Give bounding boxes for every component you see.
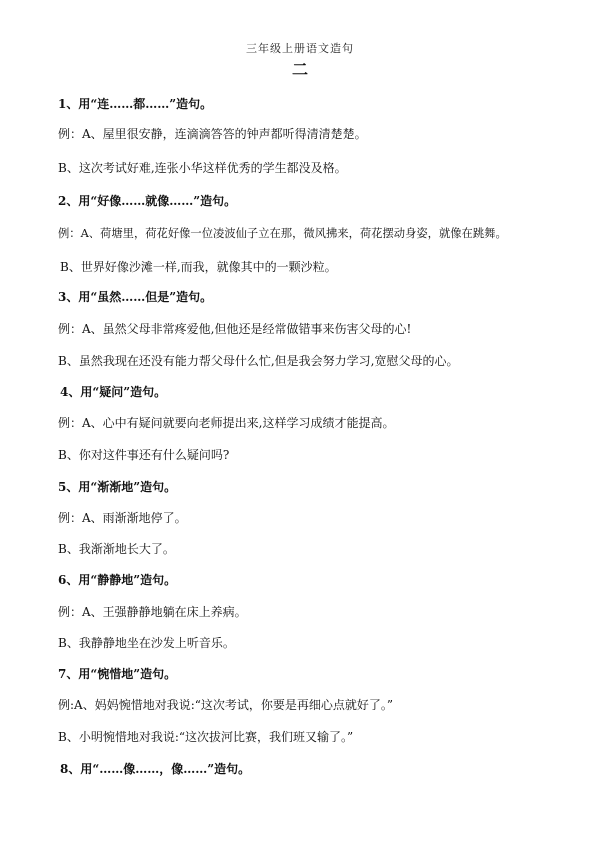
exercise-7-example-b: B、小明惋惜地对我说:“这次拔河比赛，我们班又输了。” — [58, 730, 354, 744]
document-title: 三年级上册语文造句 — [246, 42, 354, 55]
exercise-8-heading: 8、用“……像……，像……”造句。 — [60, 762, 251, 776]
exercise-6-example-a: 例：A、王强静静地躺在床上养病。 — [58, 605, 247, 619]
exercise-1-example-b: B、这次考试好难,连张小华这样优秀的学生都没及格。 — [58, 161, 347, 175]
exercise-3-example-a: 例：A、虽然父母非常疼爱他,但他还是经常做错事来伤害父母的心! — [58, 322, 412, 336]
exercise-6-example-b: B、我静静地坐在沙发上听音乐。 — [58, 636, 235, 650]
exercise-4-heading: 4、用“疑问”造句。 — [60, 385, 167, 399]
exercise-3-heading: 3、用“虽然……但是”造句。 — [58, 290, 213, 304]
exercise-2-example-a: 例：A、荷塘里，荷花好像一位凌波仙子立在那，微风拂来，荷花摆动身姿，就像在跳舞。 — [58, 227, 507, 240]
exercise-6-heading: 6、用“静静地”造句。 — [58, 573, 177, 587]
exercise-2-heading: 2、用“好像……就像……”造句。 — [58, 194, 237, 208]
exercise-2-example-b: B、世界好像沙滩一样,而我，就像其中的一颗沙粒。 — [60, 260, 337, 274]
exercise-5-heading: 5、用“渐渐地”造句。 — [58, 480, 177, 494]
exercise-5-example-b: B、我渐渐地长大了。 — [58, 542, 175, 556]
exercise-4-example-b: B、你对这件事还有什么疑问吗? — [58, 448, 230, 462]
exercise-1-example-a: 例：A、屋里很安静，连滴滴答答的钟声都听得清清楚楚。 — [58, 127, 367, 141]
exercise-4-example-a: 例：A、心中有疑问就要向老师提出来,这样学习成绩才能提高。 — [58, 416, 395, 430]
exercise-3-example-b: B、虽然我现在还没有能力帮父母什么忙,但是我会努力学习,宽慰父母的心。 — [58, 354, 459, 368]
section-number: 二 — [291, 60, 308, 79]
exercise-5-example-a: 例：A、雨渐渐地停了。 — [58, 511, 187, 525]
exercise-1-heading: 1、用“连……都……”造句。 — [58, 97, 213, 111]
exercise-7-heading: 7、用“惋惜地”造句。 — [58, 667, 177, 681]
exercise-7-example-a: 例:A、妈妈惋惜地对我说:“这次考试，你要是再细心点就好了。” — [58, 698, 394, 712]
